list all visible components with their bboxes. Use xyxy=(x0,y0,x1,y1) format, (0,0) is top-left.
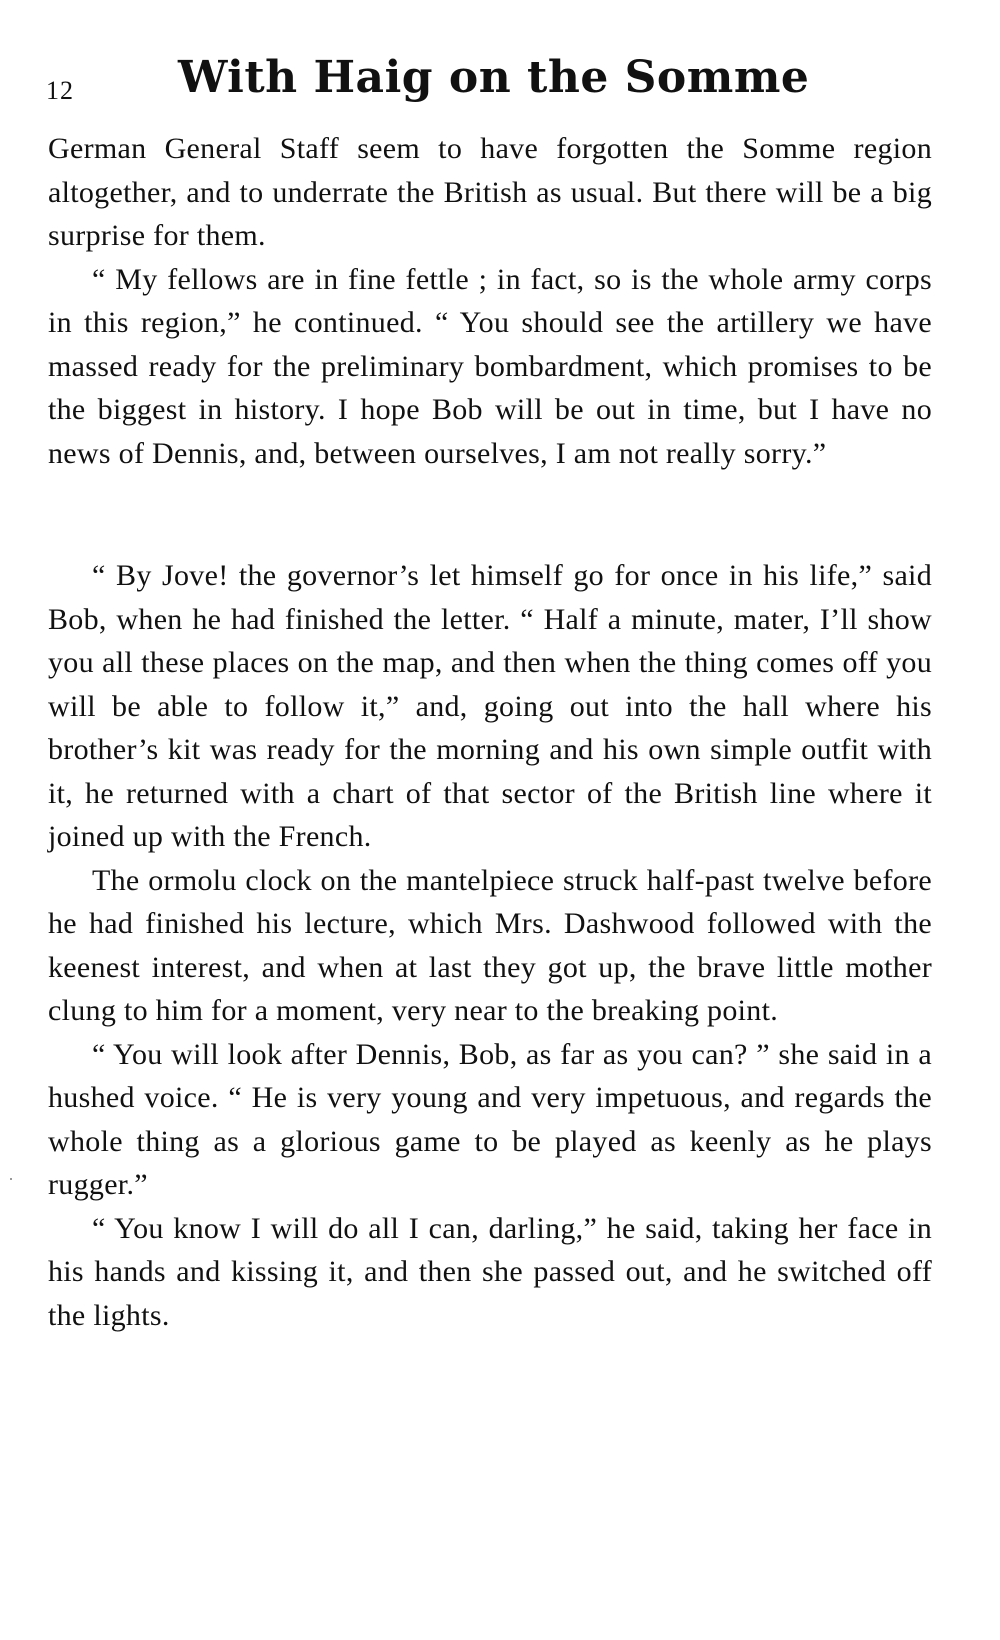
text-block-narrative xyxy=(48,554,932,1337)
running-head xyxy=(46,52,946,112)
paragraph: The ormolu clock on the mantelpiece struck half-past twelve before he had finished his lecture, which Mrs. Dashwood followed with the keenest interest, and when at last they got up, the brave little mother clung to him for a moment, very near to the breaking point. xyxy=(48,863,932,1027)
paragraph: “ My fellows are in fine fettle ; in fact, so is the whole army corps in this region,” he continued. “ You should see the artillery we have massed ready for the preliminary bombardment, which promises to be the biggest in history. I hope Bob will be out in time, but I have no news of Dennis, and, between ourselves, I am not really sorry.” xyxy=(48,262,932,470)
paragraph: “ By Jove! the governor’s let himself go for once in his life,” said Bob, when he had finished the letter. “ Half a minute, mater, I’ll show you all these places on the map, and then when the thing comes off you will be able to follow it,” and, going out into the hall where his brother’s kit was ready for the morning and his own simple outfit with it, he returned with a chart of that sector of the British line where it joined up with the French. xyxy=(48,559,932,853)
paragraph: “ You will look after Dennis, Bob, as far as you can? ” she said in a hushed voice. “ He is very young and very impetuous, and regards the whole thing as a glorious game to be played as keenly as he plays rugger.” xyxy=(48,1037,932,1201)
print-speck xyxy=(10,1178,12,1180)
page-number: 12 xyxy=(46,76,74,105)
running-title: With Haig on the Somme xyxy=(178,52,810,103)
text-block-letter xyxy=(48,127,932,475)
paragraph: German General Staff seem to have forgotten the Somme region altogether, and to underrate the British as usual. But there will be a big surprise for them. xyxy=(48,132,932,252)
paragraph: “ You know I will do all I can, darling,” he said, taking her face in his hands and kissing it, and then she passed out, and he switched off the lights. xyxy=(48,1211,932,1332)
